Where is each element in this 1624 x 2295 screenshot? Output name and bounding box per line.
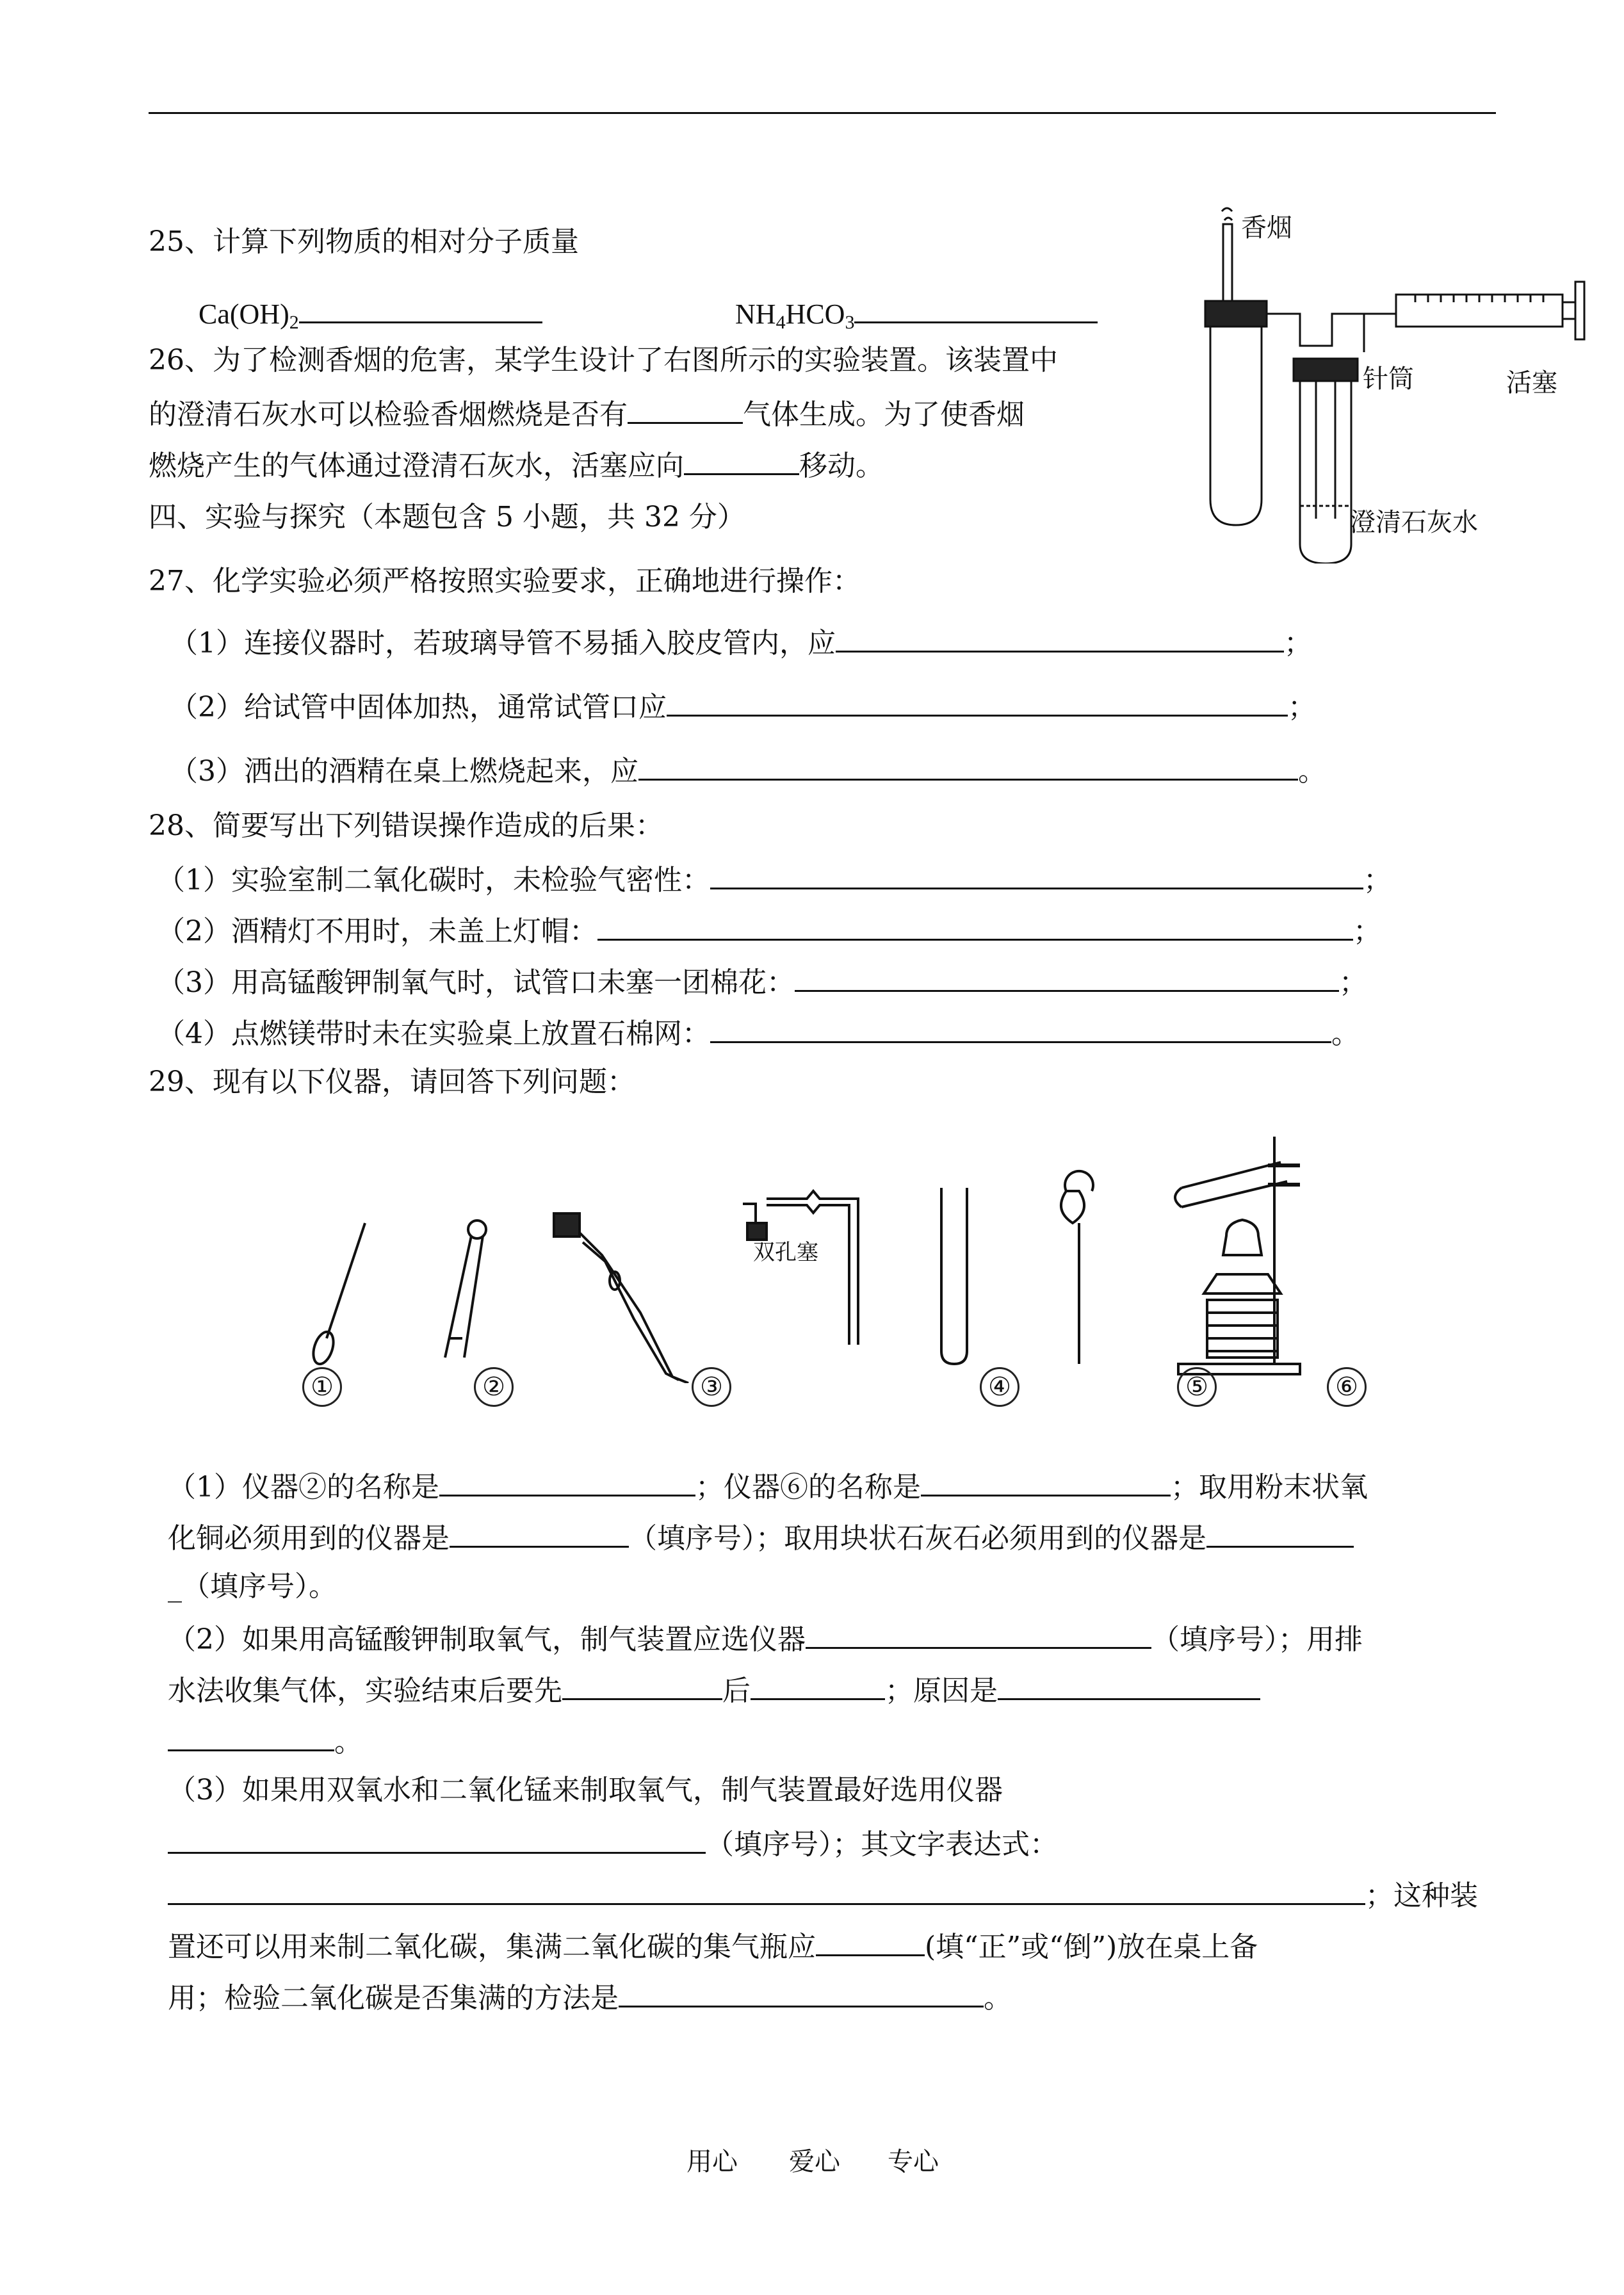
q29-blank-powder[interactable] (450, 1518, 629, 1548)
q29-blank-h2o2-apparatus[interactable] (168, 1824, 706, 1854)
instrument-number-4: ④ (980, 1367, 1019, 1407)
q26-line-3: 燃烧产生的气体通过澄清石灰水，活塞应向 移动。 (149, 445, 884, 484)
q28-item-1: （1）实验室制二氧化碳时，未检验气密性： ； (157, 859, 1392, 898)
q26-blank-gas[interactable] (628, 394, 743, 424)
q27-item-3: （3）洒出的酒精在桌上燃烧起来，应 。 (170, 750, 1326, 790)
q28-item-4: （4）点燃镁带时未在实验桌上放置石棉网： 。 (157, 1013, 1360, 1052)
instruments-figure (282, 1127, 1447, 1383)
q29-blank-co2-check[interactable] (619, 1977, 984, 2007)
q26-blank-direction[interactable] (684, 445, 799, 475)
q26-line-2: 的澄清石灰水可以检验香烟燃烧是否有 气体生成。为了使香烟 (149, 394, 1025, 433)
instrument-number-5: ⑤ (1177, 1367, 1217, 1407)
q29-blank-kmno4-apparatus[interactable] (806, 1619, 1151, 1649)
q28-item-2: （2）酒精灯不用时，未盖上灯帽： ； (157, 911, 1381, 950)
q29-blank-reason[interactable] (998, 1670, 1260, 1700)
q28-item-3: （3）用高锰酸钾制氧气时，试管口未塞一团棉花： ； (157, 962, 1367, 1001)
test-tube-icon (941, 1188, 967, 1364)
q28-blank-2[interactable] (597, 911, 1353, 941)
tweezers-icon (445, 1220, 486, 1358)
label-double-hole-stopper: 双孔塞 (753, 1240, 818, 1265)
label-cigarette: 香烟 (1241, 213, 1292, 243)
q28-blank-3[interactable] (795, 962, 1339, 992)
long-neck-funnel-icon (1061, 1171, 1093, 1364)
q26-line-1: 26、为了检测香烟的危害，某学生设计了右图所示的实验装置。该装置中 (149, 344, 1058, 377)
q29-p2-line-1: （2）如果用高锰酸钾制取氧气，制气装置应选仪器 （填序号）；用排 (168, 1619, 1363, 1658)
footer-word-2: 爱心 (789, 2147, 840, 2177)
q29-blank-word-equation[interactable] (168, 1875, 1365, 1905)
section-4-title: 四、实验与探究（本题包含 5 小题，共 32 分） (149, 501, 745, 533)
q27-blank-2[interactable] (667, 686, 1288, 717)
q28-title: 28、简要写出下列错误操作造成的后果： (149, 809, 663, 842)
q29-p3-line-2: （填序号）；其文字表达式： (168, 1824, 1058, 1863)
q29-blank-instrument2[interactable] (439, 1466, 695, 1496)
q29-title: 29、现有以下仪器，请回答下列问题： (149, 1066, 635, 1098)
q29-p3-line-3: ；这种装 (168, 1875, 1478, 1914)
footer-word-1: 用心 (686, 2147, 738, 2177)
q29-p2-line-2: 水法收集气体，实验结束后要先 后 ；原因是 (168, 1670, 1260, 1709)
q29-blank-first[interactable] (562, 1670, 722, 1700)
q29-p1-line-1: （1）仪器②的名称是 ；仪器⑥的名称是 ；取用粉末状氧 (168, 1466, 1368, 1505)
q29-blank-then[interactable] (751, 1670, 885, 1700)
label-piston: 活塞 (1506, 368, 1557, 398)
q25-title: 25、计算下列物质的相对分子质量 (149, 225, 579, 258)
instrument-number-3: ③ (692, 1367, 731, 1407)
q29-p3-line-4: 置还可以用来制二氧化碳，集满二氧化碳的集气瓶应 (填“正”或“倒”)放在桌上备 (168, 1926, 1258, 1965)
q25-formula-2: $NH_4HCO_3$ (735, 293, 1098, 341)
heating-apparatus-icon (1175, 1137, 1300, 1374)
q27-item-1: （1）连接仪器时，若玻璃导管不易插入胶皮管内，应 ； (170, 622, 1312, 661)
spoon-icon (310, 1223, 365, 1366)
double-hole-stopper-icon (743, 1191, 858, 1345)
q27-title: 27、化学实验必须严格按照实验要求，正确地进行操作： (149, 565, 861, 597)
label-syringe: 针筒 (1363, 364, 1414, 394)
q25-blank-1[interactable] (299, 293, 542, 323)
q29-p1-line-3: _（填序号）。 (168, 1570, 337, 1603)
q29-p3-line-5: 用；检验二氧化碳是否集满的方法是 。 (168, 1977, 1012, 2016)
q29-p1-line-2: 化铜必须用到的仪器是 （填序号）；取用块状石灰石必须用到的仪器是 (168, 1518, 1354, 1557)
footer-word-3: 专心 (888, 2147, 939, 2177)
q25-blank-2[interactable] (854, 293, 1098, 323)
q29-blank-bottle-orientation[interactable] (816, 1926, 925, 1956)
q25-formula-1: $Ca(OH)_2$ (199, 293, 542, 341)
q29-blank-reason-cont[interactable] (168, 1721, 334, 1751)
header-rule (149, 112, 1496, 114)
q28-blank-4[interactable] (710, 1013, 1331, 1043)
crucible-tongs-icon (554, 1213, 688, 1383)
q27-blank-1[interactable] (836, 622, 1284, 653)
q29-p3-line-1: （3）如果用双氧水和二氧化锰来制取氧气，制气装置最好选用仪器 (168, 1774, 1003, 1806)
label-limewater: 澄清石灰水 (1350, 508, 1478, 537)
q27-item-2: （2）给试管中固体加热，通常试管口应 ； (170, 686, 1316, 726)
q27-blank-3[interactable] (638, 750, 1298, 781)
instrument-number-6: ⑥ (1327, 1367, 1367, 1407)
q29-blank-lump[interactable] (1206, 1518, 1354, 1548)
q28-blank-1[interactable] (710, 859, 1363, 889)
instrument-number-1: ① (302, 1367, 342, 1407)
instrument-number-2: ② (474, 1367, 514, 1407)
q29-blank-instrument6[interactable] (921, 1466, 1171, 1496)
q29-p2-line-3: 。 (168, 1721, 362, 1760)
